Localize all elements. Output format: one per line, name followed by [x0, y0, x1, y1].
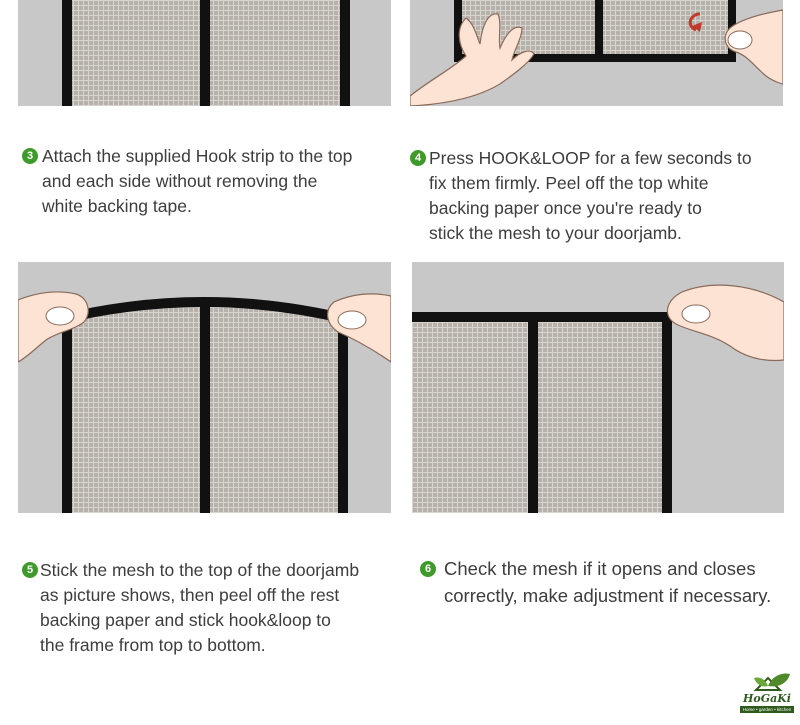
logo-tagline: Home • garden • kitchen: [740, 706, 794, 713]
instruction-line: Attach the supplied Hook strip to the top: [42, 146, 353, 166]
instruction-line: the frame from top to bottom.: [40, 635, 266, 655]
step-3-instructions: [22, 144, 352, 219]
step-5-instructions: [22, 558, 359, 658]
instruction-line: fix them firmly. Peel off the top white: [429, 173, 709, 193]
step-number-badge: 3: [22, 148, 38, 164]
leaf-logo-icon: [738, 670, 796, 694]
instruction-line: Check the mesh if it opens and closes: [444, 558, 756, 579]
instruction-line: Press HOOK&LOOP for a few seconds to: [429, 148, 752, 168]
logo-name: HoGaKi: [743, 692, 791, 705]
instruction-line: as picture shows, then peel off the rest: [40, 585, 340, 605]
illustration-panel-step-2-left: [18, 0, 391, 106]
step-4-instructions: [410, 146, 752, 246]
instruction-line: and each side without removing the: [42, 171, 318, 191]
instruction-line: backing paper once you're ready to: [429, 198, 702, 218]
instruction-line: white backing tape.: [42, 196, 192, 216]
brand-logo: [738, 670, 796, 718]
step-number-badge: 4: [410, 150, 426, 166]
instruction-line: stick the mesh to your doorjamb.: [429, 223, 682, 243]
mesh-frame-peel-illustration: [412, 262, 784, 513]
mesh-frame-press-illustration: [410, 0, 783, 106]
instruction-line: backing paper and stick hook&loop to: [40, 610, 331, 630]
instruction-line: Stick the mesh to the top of the doorjamb: [40, 560, 360, 580]
illustration-panel-step-6-right: [412, 262, 784, 513]
illustration-panel-step-5-left: [18, 262, 391, 513]
mesh-door-illustration: [18, 0, 391, 106]
illustration-panel-step-2-right: [410, 0, 783, 106]
step-number-badge: 5: [22, 562, 38, 578]
step-number-badge: 6: [420, 561, 436, 577]
step-6-instructions: [420, 555, 771, 609]
mesh-top-stick-illustration: [18, 262, 391, 513]
instruction-line: correctly, make adjustment if necessary.: [444, 585, 772, 606]
